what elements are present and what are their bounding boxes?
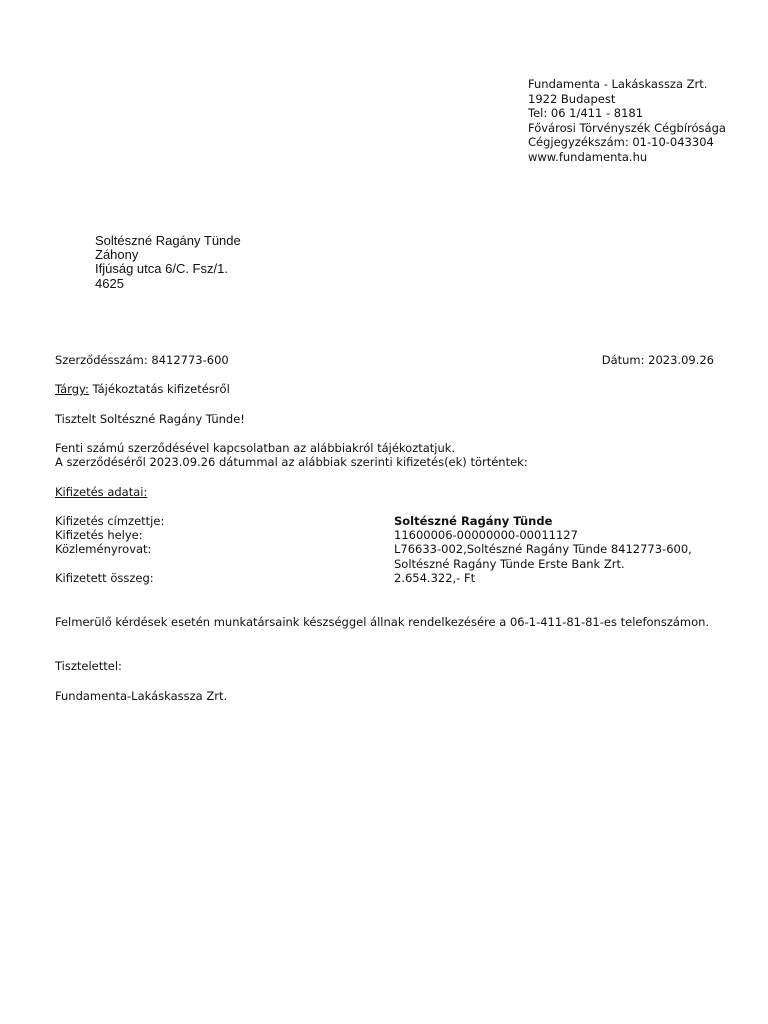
signature-text: Fundamenta-Lakáskassza Zrt.	[55, 689, 228, 703]
payment-recipient-value: Soltészné Ragány Tünde	[394, 514, 553, 528]
subject-label: Tárgy:	[55, 382, 89, 396]
sender-company: Fundamenta - Lakáskassza Zrt.	[528, 77, 708, 91]
subject-text: Tájékoztatás kifizetésről	[92, 382, 230, 396]
body-line-1: Fenti számú szerződésével kapcsolatban az alábbiakról tájékoztatjuk.	[55, 441, 456, 455]
payment-place-value: 11600006-00000000-00011127	[394, 528, 578, 542]
recipient-zip: 4625	[95, 275, 124, 291]
recipient-city: Záhony	[95, 247, 139, 263]
payment-memo-value-2: Soltészné Ragány Tünde Erste Bank Zrt.	[394, 557, 625, 571]
closing-text: Tisztelettel:	[55, 659, 122, 673]
letter-date: Dátum: 2023.09.26	[601, 353, 714, 367]
recipient-street: Ifjúság utca 6/C. Fsz/1.	[95, 261, 228, 277]
questions-text: Felmerülő kérdések esetén munkatársaink készséggel állnak rendelkezésére a 06-1-411-81-81-es telefonszámon.	[55, 615, 710, 629]
contract-number: Szerződésszám: 8412773-600	[55, 353, 229, 367]
recipient-name: Soltészné Ragány Tünde	[95, 233, 241, 248]
subject-line	[55, 382, 230, 396]
payment-amount-value: 2.654.322,- Ft	[394, 571, 476, 585]
sender-phone: Tel: 06 1/411 - 8181	[528, 106, 644, 121]
payment-place-label: Kifizetés helye:	[55, 528, 143, 542]
payment-recipient-label: Kifizetés címzettje:	[55, 514, 165, 528]
payment-heading: Kifizetés adatai:	[55, 485, 148, 499]
sender-address-block	[528, 77, 726, 165]
sender-court: Fővárosi Törvényszék Cégbírósága	[528, 120, 726, 135]
body-line-2: A szerződéséről 2023.09.26 dátummal az alábbiak szerinti kifizetés(ek) történtek:	[55, 455, 528, 469]
sender-website: www.fundamenta.hu	[528, 149, 648, 164]
sender-city: 1922 Budapest	[528, 91, 616, 106]
sender-registration: Cégjegyzékszám: 01-10-043304	[528, 135, 714, 150]
recipient-address-block	[95, 234, 241, 291]
greeting: Tisztelt Soltészné Ragány Tünde!	[55, 412, 245, 426]
payment-amount-label: Kifizetett összeg:	[55, 571, 154, 585]
payment-memo-value-1: L76633-002,Soltészné Ragány Tünde 8412773-600,	[394, 542, 692, 556]
payment-memo-label: Közleményrovat:	[55, 542, 152, 556]
